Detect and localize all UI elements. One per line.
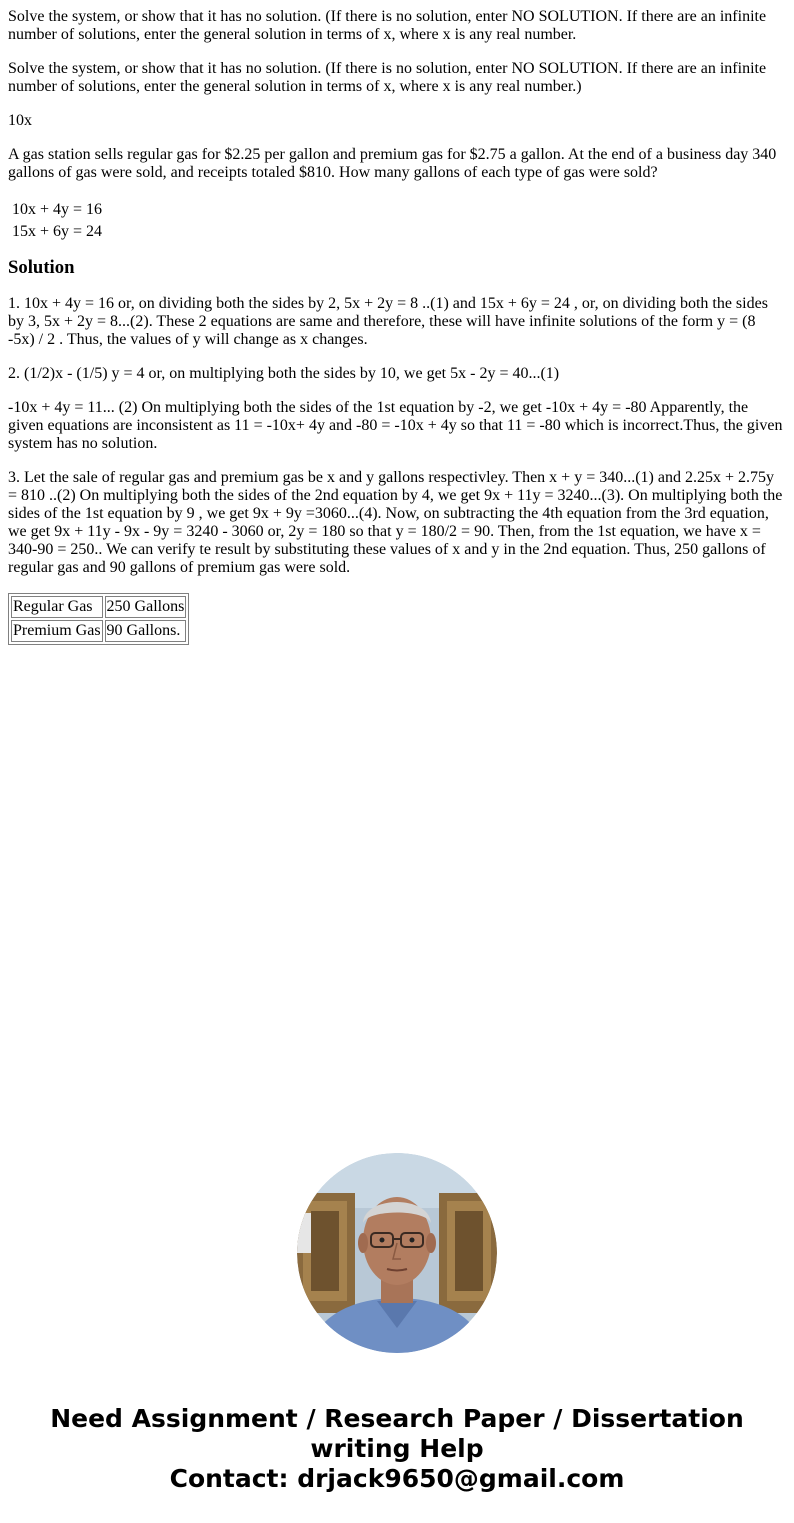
solution-part-3: 3. Let the sale of regular gas and premium gas be x and y gallons respectivley. Then x + y = 340...(1) and 2.25x + 2.75y = 810 ..(2) On multiplying both the sides of the 2nd equation by 4, we get 9x + 11y = 3240...(3). On multiplying both the sides of the 1st equation by 9 , we get 9x + 9y =3060...(4). Now, on subtracting the 4th equation from the 3rd equation, we get 9x + 11y - 9x - 9y = 3240 - 3060 or, 2y = 180 so that y = 180/2 = 90. Then, from the 1st equation, we have x = 340-90 = 250.. We can verify te result by substituting these values of x and y in the 2nd equation. Thus, 250 gallons of regular gas and 90 gallons of premium gas were sold. (8, 469, 783, 576)
equation-2: 15x + 6y = 24 (12, 223, 103, 240)
equation-1: 10x + 4y = 16 (12, 201, 103, 218)
author-avatar (297, 1153, 497, 1353)
author-portrait-image (297, 1153, 497, 1353)
solution-part-2b: -10x + 4y = 11... (2) On multiplying both the sides of the 1st equation by -2, we get -10x + 4y = -80 Apparently, the given equations are inconsistent as 11 = -10x+ 4y and -80 = -10x + 4y so that 11 = -80 which is incorrect.Thus, the given system has no solution. (8, 399, 783, 452)
solution-part-1: 1. 10x + 4y = 16 or, on dividing both the sides by 2, 5x + 2y = 8 ..(1) and 15x + 6y = 24 , or, on dividing both the sides by 3, 5x + 2y = 8...(2). These 2 equations are same and therefore, these will have infinite solutions of the form y = (8 -5x) / 2 . Thus, the values of y will change as x changes. (8, 295, 768, 348)
answer-table (8, 593, 189, 645)
intro-paragraph-2: Solve the system, or show that it has no solution. (If there is no solution, enter NO SOLUTION. If there are an infinite number of solutions, enter the general solution in terms of x, where x is any real number.) (8, 60, 767, 95)
table-row (11, 620, 186, 642)
footer-line-2: writing Help (310, 1434, 484, 1463)
answer-label-premium: Premium Gas (11, 620, 103, 642)
footer-contact: Contact: drjack9650@gmail.com (169, 1464, 625, 1493)
intro-paragraph-1: Solve the system, or show that it has no solution. (If there is no solution, enter NO SOLUTION. If there are an infinite number of solutions, enter the general solution in terms of x, where x is any real number. (8, 8, 767, 43)
footer-banner (0, 1404, 794, 1494)
solution-part-2: 2. (1/2)x - (1/5) y = 4 or, on multiplying both the sides by 10, we get 5x - 2y = 40...(1) (8, 365, 560, 382)
footer-line-1: Need Assignment / Research Paper / Dissertation (50, 1404, 744, 1433)
answer-value-premium: 90 Gallons. (105, 620, 187, 642)
equation-table (9, 198, 105, 244)
solution-heading: Solution (8, 257, 75, 278)
fragment-text: 10x (8, 112, 32, 129)
equation-row (11, 200, 103, 220)
equation-row (11, 222, 103, 242)
answer-value-regular: 250 Gallons (105, 596, 187, 618)
gas-problem-text: A gas station sells regular gas for $2.25 per gallon and premium gas for $2.75 a gallon. At the end of a business day 340 gallons of gas were sold, and receipts totaled $810. How many gallons of each type of gas were sold? (8, 146, 777, 181)
answer-label-regular: Regular Gas (11, 596, 103, 618)
table-row (11, 596, 186, 618)
page-content (0, 0, 794, 645)
